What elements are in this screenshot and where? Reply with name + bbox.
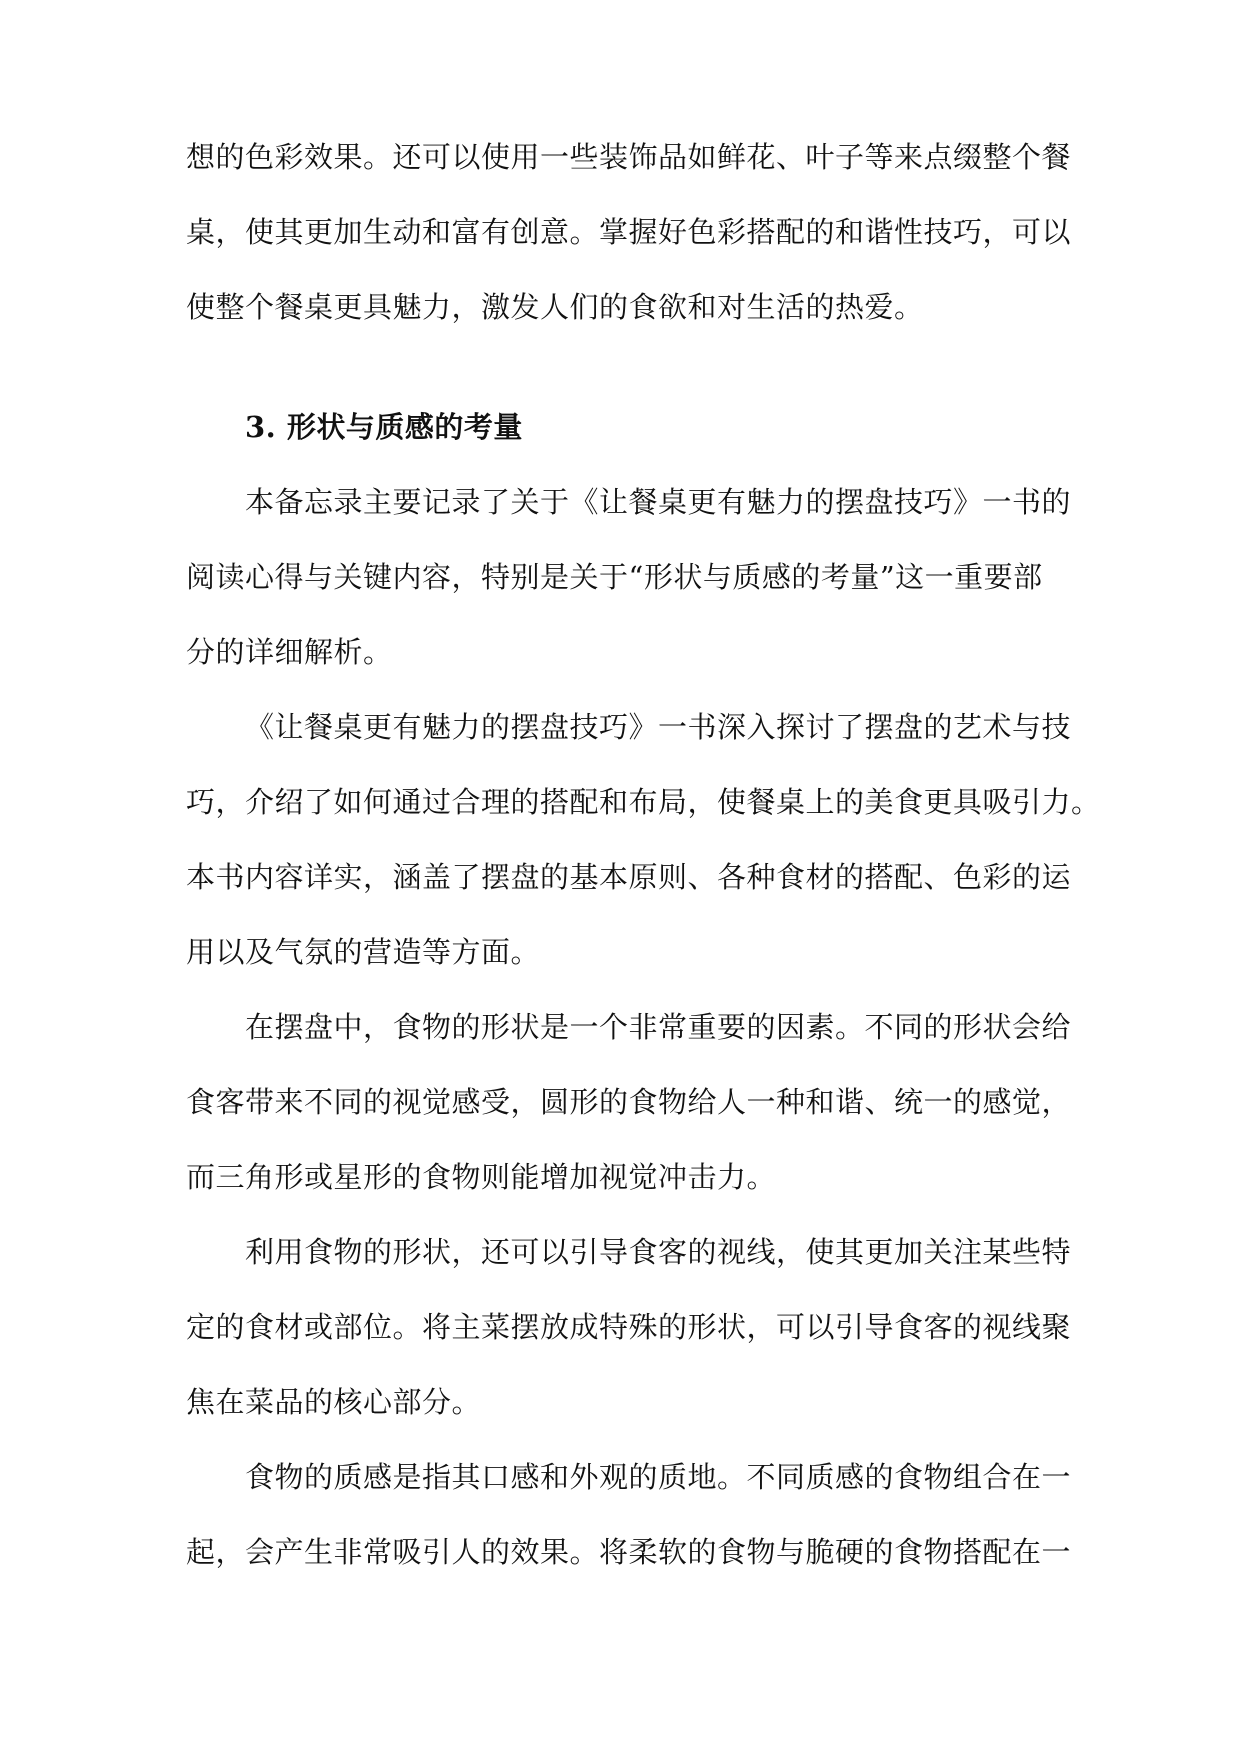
paragraph-line: 而三角形或星形的食物则能增加视觉冲击力。 [186,1160,777,1194]
paragraph-line: 使整个餐桌更具魅力，激发人们的食欲和对生活的热爱。 [186,290,924,324]
section-heading: 3. 形状与质感的考量 [245,410,523,444]
paragraph-line: 想的色彩效果。还可以使用一些装饰品如鲜花、叶子等来点缀整个餐 [186,140,1072,174]
paragraph-line: 用以及气氛的营造等方面。 [186,935,541,969]
paragraph-line: 食物的质感是指其口感和外观的质地。不同质感的食物组合在一 [245,1460,1072,1494]
paragraph-line: 分的详细解析。 [186,635,393,669]
paragraph-line: 巧，介绍了如何通过合理的搭配和布局，使餐桌上的美食更具吸引力。 [186,785,1101,819]
paragraph-line: 定的食材或部位。将主菜摆放成特殊的形状，可以引导食客的视线聚 [186,1310,1072,1344]
paragraph-line: 利用食物的形状，还可以引导食客的视线，使其更加关注某些特 [245,1235,1072,1269]
paragraph-line: 本备忘录主要记录了关于《让餐桌更有魅力的摆盘技巧》一书的 [245,485,1072,519]
paragraph-line: 食客带来不同的视觉感受，圆形的食物给人一种和谐、统一的感觉， [186,1085,1072,1119]
paragraph-line: 起，会产生非常吸引人的效果。将柔软的食物与脆硬的食物搭配在一 [186,1535,1072,1569]
paragraph-line: 《让餐桌更有魅力的摆盘技巧》一书深入探讨了摆盘的艺术与技 [245,710,1072,744]
paragraph-line: 桌，使其更加生动和富有创意。掌握好色彩搭配的和谐性技巧，可以 [186,215,1072,249]
paragraph-line: 在摆盘中，食物的形状是一个非常重要的因素。不同的形状会给 [245,1010,1072,1044]
paragraph-line: 焦在菜品的核心部分。 [186,1385,482,1419]
paragraph-line: 阅读心得与关键内容，特别是关于“形状与质感的考量”这一重要部 [186,560,1043,594]
paragraph-line: 本书内容详实，涵盖了摆盘的基本原则、各种食材的搭配、色彩的运 [186,860,1072,894]
